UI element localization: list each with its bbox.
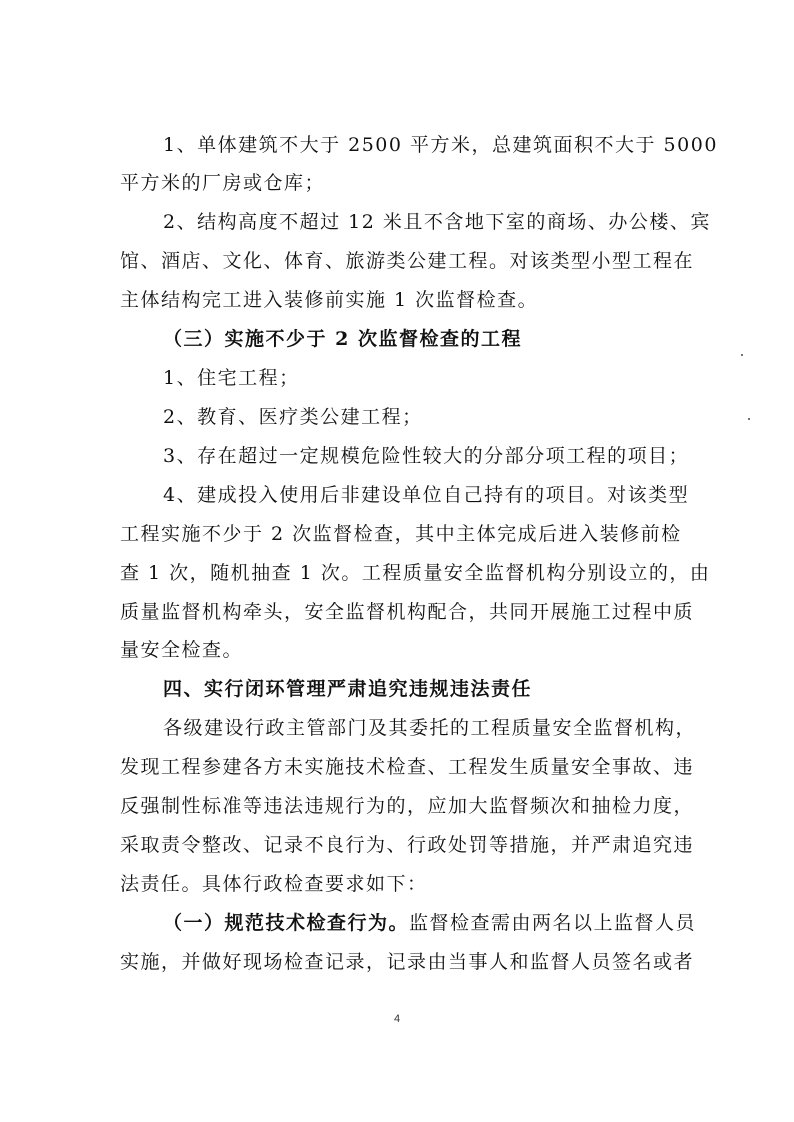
paragraph-line: 4、建成投入使用后非建设单位自己持有的项目。对该类型 — [163, 484, 690, 506]
paragraph-line: 量安全检查。 — [120, 639, 244, 661]
paragraph-line: 馆、酒店、文化、体育、旅游类公建工程。对该类型小型工程在 — [120, 250, 695, 272]
paragraph-line: 2、结构高度不超过 12 米且不含地下室的商场、办公楼、宾 — [163, 211, 711, 233]
chapter-heading: 四、实行闭环管理严肃追究违规违法责任 — [163, 678, 533, 700]
paragraph-line: 反强制性标准等违法违规行为的，应加大监督频次和抽检力度， — [120, 795, 695, 817]
paragraph-line: 2、教育、医疗类公建工程； — [163, 406, 423, 428]
paragraph-line: 3、存在超过一定规模危险性较大的分部分项工程的项目； — [163, 445, 690, 467]
paragraph-line: 各级建设行政主管部门及其委托的工程质量安全监督机构， — [163, 717, 697, 739]
page-number: 4 — [393, 1013, 401, 1025]
inline-continuation: 监督检查需由两名以上监督人员 — [409, 912, 697, 934]
paragraph-line: 发现工程参建各方未实施技术检查、工程发生质量安全事故、违 — [120, 756, 695, 778]
paragraph-line: 法责任。具体行政检查要求如下： — [120, 873, 428, 895]
paragraph-line: 工程实施不少于 2 次监督检查，其中主体完成后进入装修前检 — [120, 523, 682, 545]
inline-subheading: （一）规范技术检查行为。 — [163, 912, 410, 934]
paragraph-line: 平方米的厂房或仓库； — [120, 172, 326, 194]
paragraph-line: 查 1 次，随机抽查 1 次。工程质量安全监督机构分别设立的，由 — [120, 562, 711, 584]
paragraph-line: 主体结构完工进入装修前实施 1 次监督检查。 — [120, 289, 539, 311]
scan-speck — [741, 354, 743, 356]
paragraph-line: 1、住宅工程； — [163, 367, 300, 389]
section-heading: （三）实施不少于 2 次监督检查的工程 — [163, 328, 522, 350]
paragraph-line: 实施，并做好现场检查记录，记录由当事人和监督人员签名或者 — [120, 951, 695, 973]
paragraph-line: 1、单体建筑不大于 2500 平方米，总建筑面积不大于 5000 — [163, 134, 718, 156]
paragraph-line-mixed — [163, 910, 696, 936]
scan-speck — [748, 418, 750, 420]
paragraph-line: 采取责令整改、记录不良行为、行政处罚等措施，并严肃追究违 — [120, 834, 695, 856]
paragraph-line: 质量监督机构牵头，安全监督机构配合，共同开展施工过程中质 — [120, 601, 695, 623]
